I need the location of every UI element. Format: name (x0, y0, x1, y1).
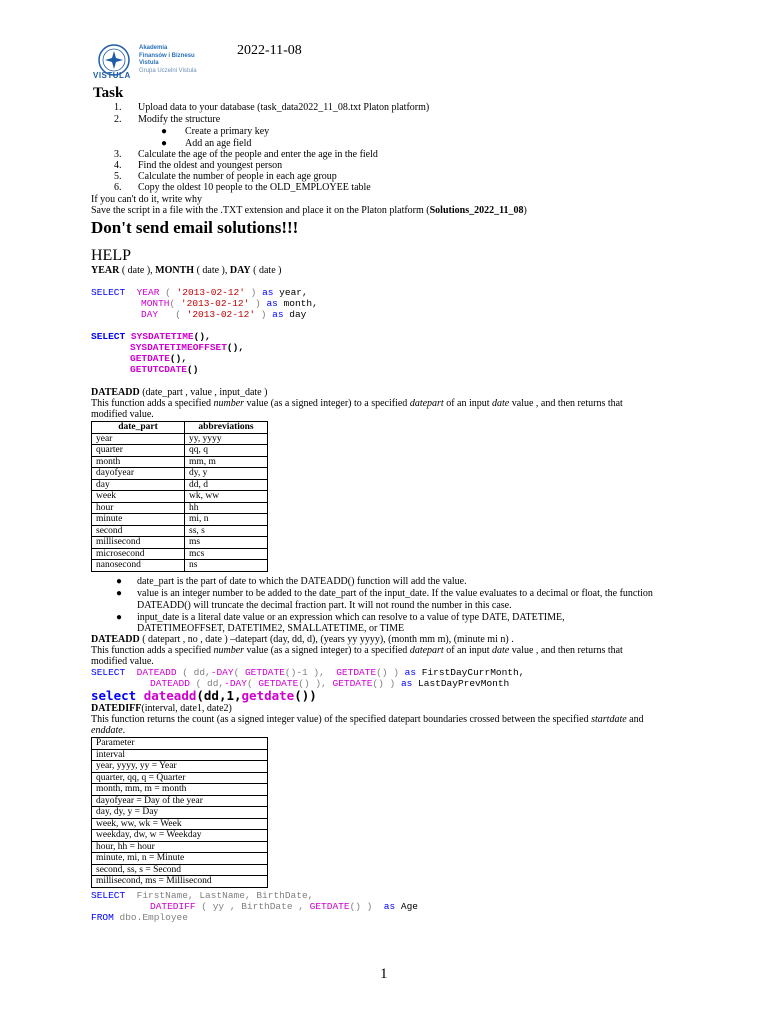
task-note: Save the script in a file with the .TXT extension and place it on the Platon platform (Solutions_2022_11_08) (91, 205, 527, 216)
table-cell: mi, n (185, 514, 268, 526)
document-date: 2022-11-08 (237, 43, 302, 58)
datediff-signature: DATEDIFF(interval, date1, date2) (91, 703, 232, 714)
table-header-cell: date_part (92, 422, 185, 434)
dateadd-bullet: date_part is the part of date to which the DATEADD() function will add the value. (137, 576, 467, 587)
table-row (92, 818, 268, 830)
datediff-description: This function returns the count (as a signed integer value) of the specified datepart boundaries crossed between the specified startdate and (91, 714, 644, 725)
table-cell: second, ss, s = Second (92, 864, 268, 876)
task-step: 6. Copy the oldest 10 people to the OLD_EMPLOYEE table (114, 182, 371, 193)
table-row (92, 853, 268, 865)
dateadd-bullet: DATETIMEOFFSET, DATETIME2, SMALLATETIME, or TIME (137, 623, 405, 634)
table-row (92, 537, 268, 549)
table-cell: ms (185, 537, 268, 549)
code-line: GETDATE(), (130, 353, 188, 364)
dateadd-description: This function adds a specified number value (as a signed integer) to a specified datepart of an input date value , and then returns that (91, 398, 623, 409)
table-row (92, 468, 268, 480)
table-row (92, 830, 268, 842)
logo-text: Akademia Finansów i Biznesu Vistula Grupa Uczelni Vistula (139, 45, 197, 74)
table-row (92, 807, 268, 819)
datediff-description: enddate. (91, 725, 126, 736)
table-cell: month (92, 456, 185, 468)
table-row (92, 795, 268, 807)
dateadd-description: modified value. (91, 656, 154, 667)
warning-heading: Don't send email solutions!!! (91, 218, 299, 237)
table-row (92, 761, 268, 773)
table-cell: minute, mi, n = Minute (92, 853, 268, 865)
dateadd-bullet: value is an integer number to be added to the date_part of the input_date. If the value evaluates to a decimal or float, the function (137, 588, 653, 599)
table-cell: ns (185, 560, 268, 572)
bullet-item: ● (116, 576, 123, 587)
task-step: 1. Upload data to your database (task_data2022_11_08.txt Platon platform) (114, 102, 430, 113)
code-line: DATEDIFF ( yy , BirthDate , GETDATE() ) as Age (150, 901, 418, 912)
table-row (92, 749, 268, 761)
logo-name: VISTULA (93, 71, 131, 80)
task-heading: Task (93, 85, 124, 101)
table-cell: year, yyyy, yy = Year (92, 761, 268, 773)
table-cell: dayofyear (92, 468, 185, 480)
table-cell: week (92, 491, 185, 503)
table-row (92, 772, 268, 784)
code-line: select dateadd(dd,1,getdate()) (91, 688, 317, 703)
code-line: SELECT DATEADD ( dd,-DAY( GETDATE()-1 ), GETDATE() ) as FirstDayCurrMonth, (91, 667, 525, 678)
table-row (92, 525, 268, 537)
table-row (92, 738, 268, 750)
table-row (92, 560, 268, 572)
task-note: If you can't do it, write why (91, 194, 202, 205)
table-cell: ss, s (185, 525, 268, 537)
table-cell: hh (185, 502, 268, 514)
code-line: SELECT YEAR ( '2013-02-12' ) as year, (91, 287, 308, 298)
table-cell: dayofyear = Day of the year (92, 795, 268, 807)
dateadd-bullet: DATEADD() will truncate the decimal fraction part. It will not round the number in this case. (137, 600, 512, 611)
dateadd-description: This function adds a specified number value (as a signed integer) to a specified datepart of an input date value , and then returns that (91, 645, 623, 656)
dateadd-signature: DATEADD (date_part , value , input_date ) (91, 387, 268, 398)
table-cell: hour (92, 502, 185, 514)
table-cell: qq, q (185, 445, 268, 457)
table-cell: dy, y (185, 468, 268, 480)
table-cell: week, ww, wk = Week (92, 818, 268, 830)
table-row (92, 864, 268, 876)
code-line: MONTH( '2013-02-12' ) as month, (141, 298, 318, 309)
dateadd-table (91, 421, 268, 572)
task-step: 2. Modify the structure (114, 114, 221, 125)
table-cell: mcs (185, 548, 268, 560)
code-line: GETUTCDATE() (130, 364, 199, 375)
task-step: 3. Calculate the age of the people and enter the age in the field (114, 149, 378, 160)
table-cell: day, dy, y = Day (92, 807, 268, 819)
help-heading: HELP (91, 247, 131, 264)
table-row (92, 491, 268, 503)
table-cell: hour, hh = hour (92, 841, 268, 853)
table-cell: millisecond (92, 537, 185, 549)
university-logo (93, 40, 243, 84)
table-row (92, 433, 268, 445)
task-sub-step: ● Add an age field (161, 138, 252, 149)
table-row (92, 445, 268, 457)
datediff-table (91, 737, 268, 888)
table-row (92, 784, 268, 796)
code-line: SELECT FirstName, LastName, BirthDate, (91, 890, 314, 901)
code-line: SELECT SYSDATETIME(), (91, 331, 211, 342)
table-cell: Parameter (92, 738, 268, 750)
table-row (92, 456, 268, 468)
code-line: SYSDATETIMEOFFSET(), (130, 342, 245, 353)
table-cell: millisecond, ms = Millisecond (92, 876, 268, 888)
table-row (92, 502, 268, 514)
table-cell: year (92, 433, 185, 445)
table-header-cell: abbreviations (185, 422, 268, 434)
table-cell: quarter, qq, q = Quarter (92, 772, 268, 784)
task-step: 5. Calculate the number of people in each age group (114, 171, 337, 182)
table-cell: weekday, dw, w = Weekday (92, 830, 268, 842)
dateadd-description: modified value. (91, 409, 154, 420)
table-cell: quarter (92, 445, 185, 457)
page-number: 1 (380, 966, 388, 982)
bullet-item: ● (116, 588, 123, 599)
date-functions-line: YEAR ( date ), MONTH ( date ), DAY ( date ) (91, 265, 282, 276)
table-cell: month, mm, m = month (92, 784, 268, 796)
table-row (92, 841, 268, 853)
task-step: 4. Find the oldest and youngest person (114, 160, 283, 171)
table-cell: interval (92, 749, 268, 761)
table-cell: microsecond (92, 548, 185, 560)
code-line: DAY ( '2013-02-12' ) as day (141, 309, 307, 320)
table-row (92, 514, 268, 526)
code-line: FROM dbo.Employee (91, 912, 188, 923)
table-cell: second (92, 525, 185, 537)
table-cell: yy, yyyy (185, 433, 268, 445)
table-cell: day (92, 479, 185, 491)
dateadd-bullet: input_date is a literal date value or an expression which can resolve to a value of type DATE, DATETIME, (137, 612, 565, 623)
bullet-item: ● (116, 612, 123, 623)
task-sub-step: ● Create a primary key (161, 126, 270, 137)
table-cell: mm, m (185, 456, 268, 468)
table-cell: minute (92, 514, 185, 526)
dateadd-signature-2: DATEADD ( datepart , no , date ) –datepart (day, dd, d), (years yy yyyy), (month mm m), (minute mi n) . (91, 634, 514, 645)
table-cell: dd, d (185, 479, 268, 491)
table-cell: nanosecond (92, 560, 185, 572)
table-cell: wk, ww (185, 491, 268, 503)
table-row (92, 548, 268, 560)
table-row (92, 876, 268, 888)
code-line: DATEADD ( dd,-DAY( GETDATE() ), GETDATE() ) as LastDayPrevMonth (150, 678, 510, 689)
table-row (92, 479, 268, 491)
